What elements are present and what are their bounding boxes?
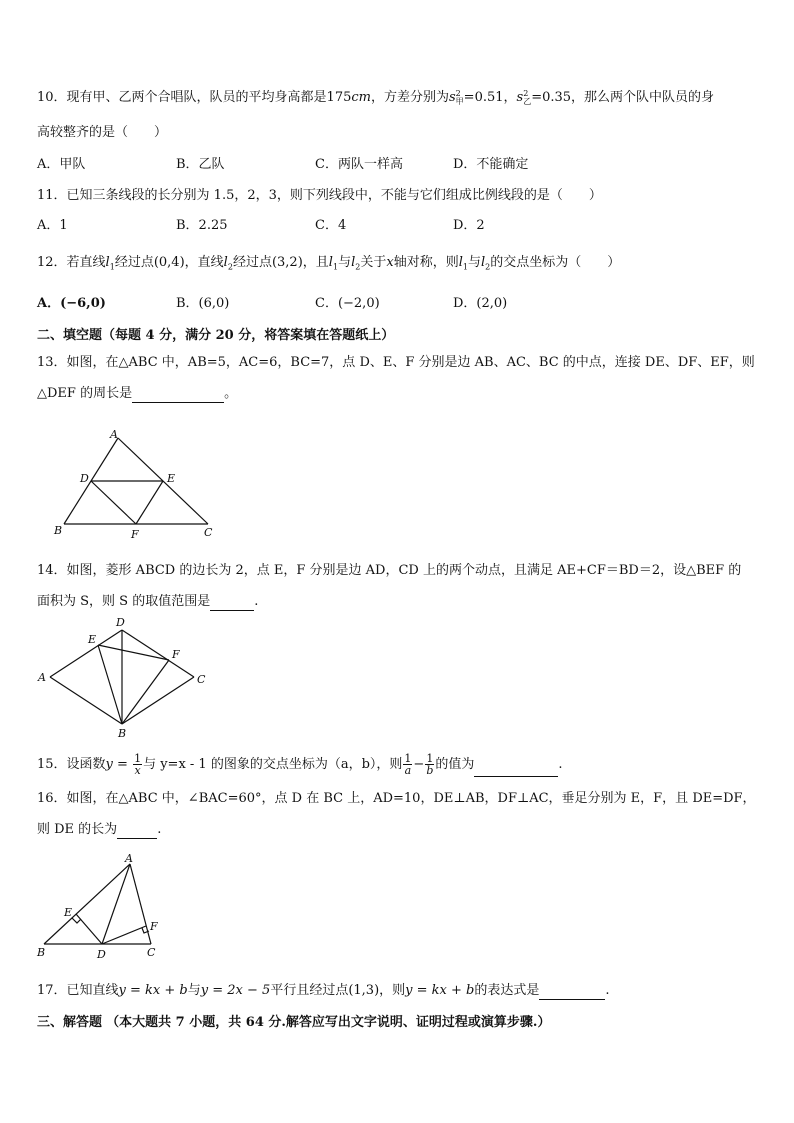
q16-line2 — [37, 821, 161, 839]
q17-stem — [37, 982, 610, 1000]
q15-answer-blank[interactable] — [474, 762, 558, 777]
q14-rhombus-figure — [36, 614, 216, 740]
q14-text-a: 面积为 S，则 S 的取值范围是 — [37, 594, 211, 609]
q10-s1-value: =0.51， — [463, 90, 517, 105]
q12-l2-c: l — [481, 255, 486, 270]
q13-label-a: A — [110, 428, 118, 441]
q10-text-c: ，那么两个队中队员的身 — [571, 90, 715, 105]
q16-label-c: C — [147, 946, 156, 959]
q12-text-c: ，直线 — [184, 255, 224, 270]
q12-l1-b: l — [328, 255, 333, 270]
q12-l1: l — [105, 255, 110, 270]
section-3-note: （本大题共 7 小题，共 64 分.解答应写出文字说明、证明过程或演算步骤.） — [106, 1015, 551, 1030]
q10-option-a: A．甲队 — [37, 157, 86, 172]
q12-option-a-text: A．(−6,0) — [37, 296, 106, 311]
q13-line2 — [37, 385, 237, 403]
q15-text-d: . — [558, 757, 563, 772]
section-2-heading: 二、填空题（每题 4 分，满分 20 分，将答案填在答题纸上） — [37, 328, 395, 343]
q12-text-g: 关于 — [360, 255, 387, 270]
q12-text-f: 与 — [338, 255, 352, 270]
q17-text-f: . — [605, 983, 610, 998]
q17-text-d: ，则 — [379, 983, 406, 998]
q15-f2-num: 1 — [426, 752, 434, 765]
q13-label-d: D — [80, 472, 89, 485]
q14-text-b: . — [254, 594, 259, 609]
q10-option-c: C．两队一样高 — [315, 157, 403, 172]
q12-text-h: 轴对称，则 — [393, 255, 459, 270]
q10-s1-sub: 甲 — [455, 96, 464, 106]
q10-s1-sup: 2 — [455, 88, 461, 98]
q15-fraction-1-over-b — [425, 753, 434, 776]
q10-s2-sup: 2 — [523, 88, 529, 98]
q12-l2-sub: 2 — [227, 262, 233, 272]
q17-expr-3: y = kx + b — [405, 983, 475, 998]
q12-l2: l — [223, 255, 228, 270]
q12-text-d: 经过点 — [232, 255, 272, 270]
q10-text-b: ，方差分别为 — [370, 90, 449, 105]
q15-eq: = — [112, 757, 133, 772]
q11-stem: 11．已知三条线段的长分别为 1.5，2，3，则下列线段中，不能与它们组成比例线段的是（ ） — [37, 188, 602, 203]
q12-x-axis: x — [386, 255, 394, 270]
q16-text-a: 则 DE 的长为 — [37, 822, 118, 837]
q12-text-b: 经过点 — [114, 255, 154, 270]
q10-line2: 高较整齐的是（ ） — [37, 125, 168, 140]
q16-label-e: E — [64, 906, 73, 919]
q15-text-c: 的值为 — [435, 757, 475, 772]
q12-point-1: (0,4) — [153, 255, 185, 270]
q10-option-b: B．乙队 — [176, 157, 225, 172]
q15-f1-num: 1 — [404, 752, 412, 765]
q12-l2-sub-c: 2 — [485, 262, 491, 272]
q15-frac-den: x — [134, 764, 141, 777]
q12-option-a — [37, 295, 106, 313]
q13-label-e: E — [167, 472, 176, 485]
q13-line1: 13．如图，在△ABC 中，AB=5，AC=6，BC=7，点 D、E、F 分别是边 AB、AC、BC 的中点，连接 DE、DF、EF，则 — [37, 355, 755, 370]
q11-option-d: D．2 — [453, 218, 485, 233]
q15-f2-den: b — [426, 764, 434, 777]
q16-triangle-figure — [34, 848, 164, 962]
q16-text-b: . — [157, 822, 162, 837]
q16-label-d: D — [97, 948, 106, 961]
q13-label-c: C — [204, 526, 213, 539]
q14-label-c: C — [197, 673, 206, 686]
q12-l1-sub: 1 — [109, 262, 115, 272]
q16-answer-blank[interactable] — [117, 824, 157, 839]
q10-option-d: D．不能确定 — [453, 157, 529, 172]
q12-option-c: C．(−2,0) — [315, 296, 380, 311]
q13-text-a: △DEF 的周长是 — [37, 386, 133, 401]
q12-text-j: 的交点坐标为（ ） — [490, 255, 621, 270]
q14-label-a: A — [38, 671, 46, 684]
section-3-heading — [37, 1014, 550, 1032]
q16-line1: 16．如图，在△ABC 中，∠BAC=60°，点 D 在 BC 上，AD=10，DE⊥AB，DF⊥AC，垂足分别为 E，F，且 DE=DF， — [37, 791, 756, 806]
q13-answer-blank[interactable] — [132, 388, 224, 403]
q10-variance-symbol-2: s — [516, 90, 524, 105]
q15-f1-den: a — [404, 764, 412, 777]
q15-stem — [37, 753, 563, 777]
q13-label-b: B — [54, 524, 63, 537]
q12-l1-c: l — [458, 255, 463, 270]
q14-line1: 14．如图，菱形 ABCD 的边长为 2，点 E，F 分别是边 AD，CD 上的两个动点，且满足 AE+CF＝BD＝2，设△BEF 的 — [37, 563, 742, 578]
q10-line1 — [37, 89, 714, 107]
q14-answer-blank[interactable] — [210, 596, 254, 611]
q16-label-b: B — [37, 946, 46, 959]
q10-s2-value: =0.35 — [531, 90, 572, 105]
q13-label-f: F — [131, 528, 139, 540]
q11-option-b: B．2.25 — [176, 218, 228, 233]
q14-line2 — [37, 593, 258, 611]
q12-option-d: D．(2,0) — [453, 296, 508, 311]
q17-text-e: 的表达式是 — [474, 983, 540, 998]
q12-stem — [37, 254, 620, 277]
q17-expr-1: y = kx + b — [118, 983, 188, 998]
q17-text-a: 17．已知直线 — [37, 983, 119, 998]
q12-l1-sub-c: 1 — [462, 262, 468, 272]
q17-expr-2: y = 2x − 5 — [200, 983, 271, 998]
q16-label-a: A — [125, 852, 133, 865]
q17-text-b: 与 — [187, 983, 201, 998]
q12-l1-sub-b: 1 — [332, 262, 339, 272]
q17-text-c: 平行且经过点 — [270, 983, 349, 998]
q14-label-d: D — [116, 616, 125, 629]
q12-text-e: ，且 — [302, 255, 329, 270]
q10-mean: 175 — [326, 90, 352, 105]
q15-text-a: 15．设函数 — [37, 757, 106, 772]
q11-option-a: A．1 — [37, 218, 68, 233]
q16-label-f: F — [150, 920, 158, 933]
q17-answer-blank[interactable] — [539, 985, 605, 1000]
q12-l2-sub-b: 2 — [355, 262, 361, 272]
q17-point: (1,3) — [348, 983, 380, 998]
q11-option-c: C．4 — [315, 218, 347, 233]
q12-text-i: 与 — [467, 255, 481, 270]
q12-l2-b: l — [351, 255, 356, 270]
q10-unit: cm — [351, 90, 371, 105]
q12-option-b: B．(6,0) — [176, 296, 230, 311]
q12-text-a: 12．若直线 — [37, 255, 106, 270]
q15-frac-num: 1 — [134, 752, 142, 765]
q14-label-f: F — [172, 648, 180, 661]
q10-s2-sub: 乙 — [523, 96, 532, 106]
q13-text-b: 。 — [224, 386, 238, 401]
q10-variance-symbol-1: s — [449, 90, 456, 105]
q12-point-2: (3,2) — [271, 255, 303, 270]
q15-minus: − — [413, 757, 425, 772]
q13-triangle-figure — [50, 428, 220, 540]
q15-text-b: 与 y=x - 1 的图象的交点坐标为（a，b），则 — [143, 757, 403, 772]
q15-y: y — [105, 757, 113, 772]
section-3-title: 三、解答题 — [37, 1015, 103, 1030]
q14-label-b: B — [118, 727, 127, 740]
q14-label-e: E — [88, 633, 97, 646]
q10-text-a: 10．现有甲、乙两个合唱队，队员的平均身高都是 — [37, 90, 327, 105]
q15-fraction-1-over-a — [403, 753, 412, 776]
q15-fraction-1-over-x — [133, 753, 142, 776]
